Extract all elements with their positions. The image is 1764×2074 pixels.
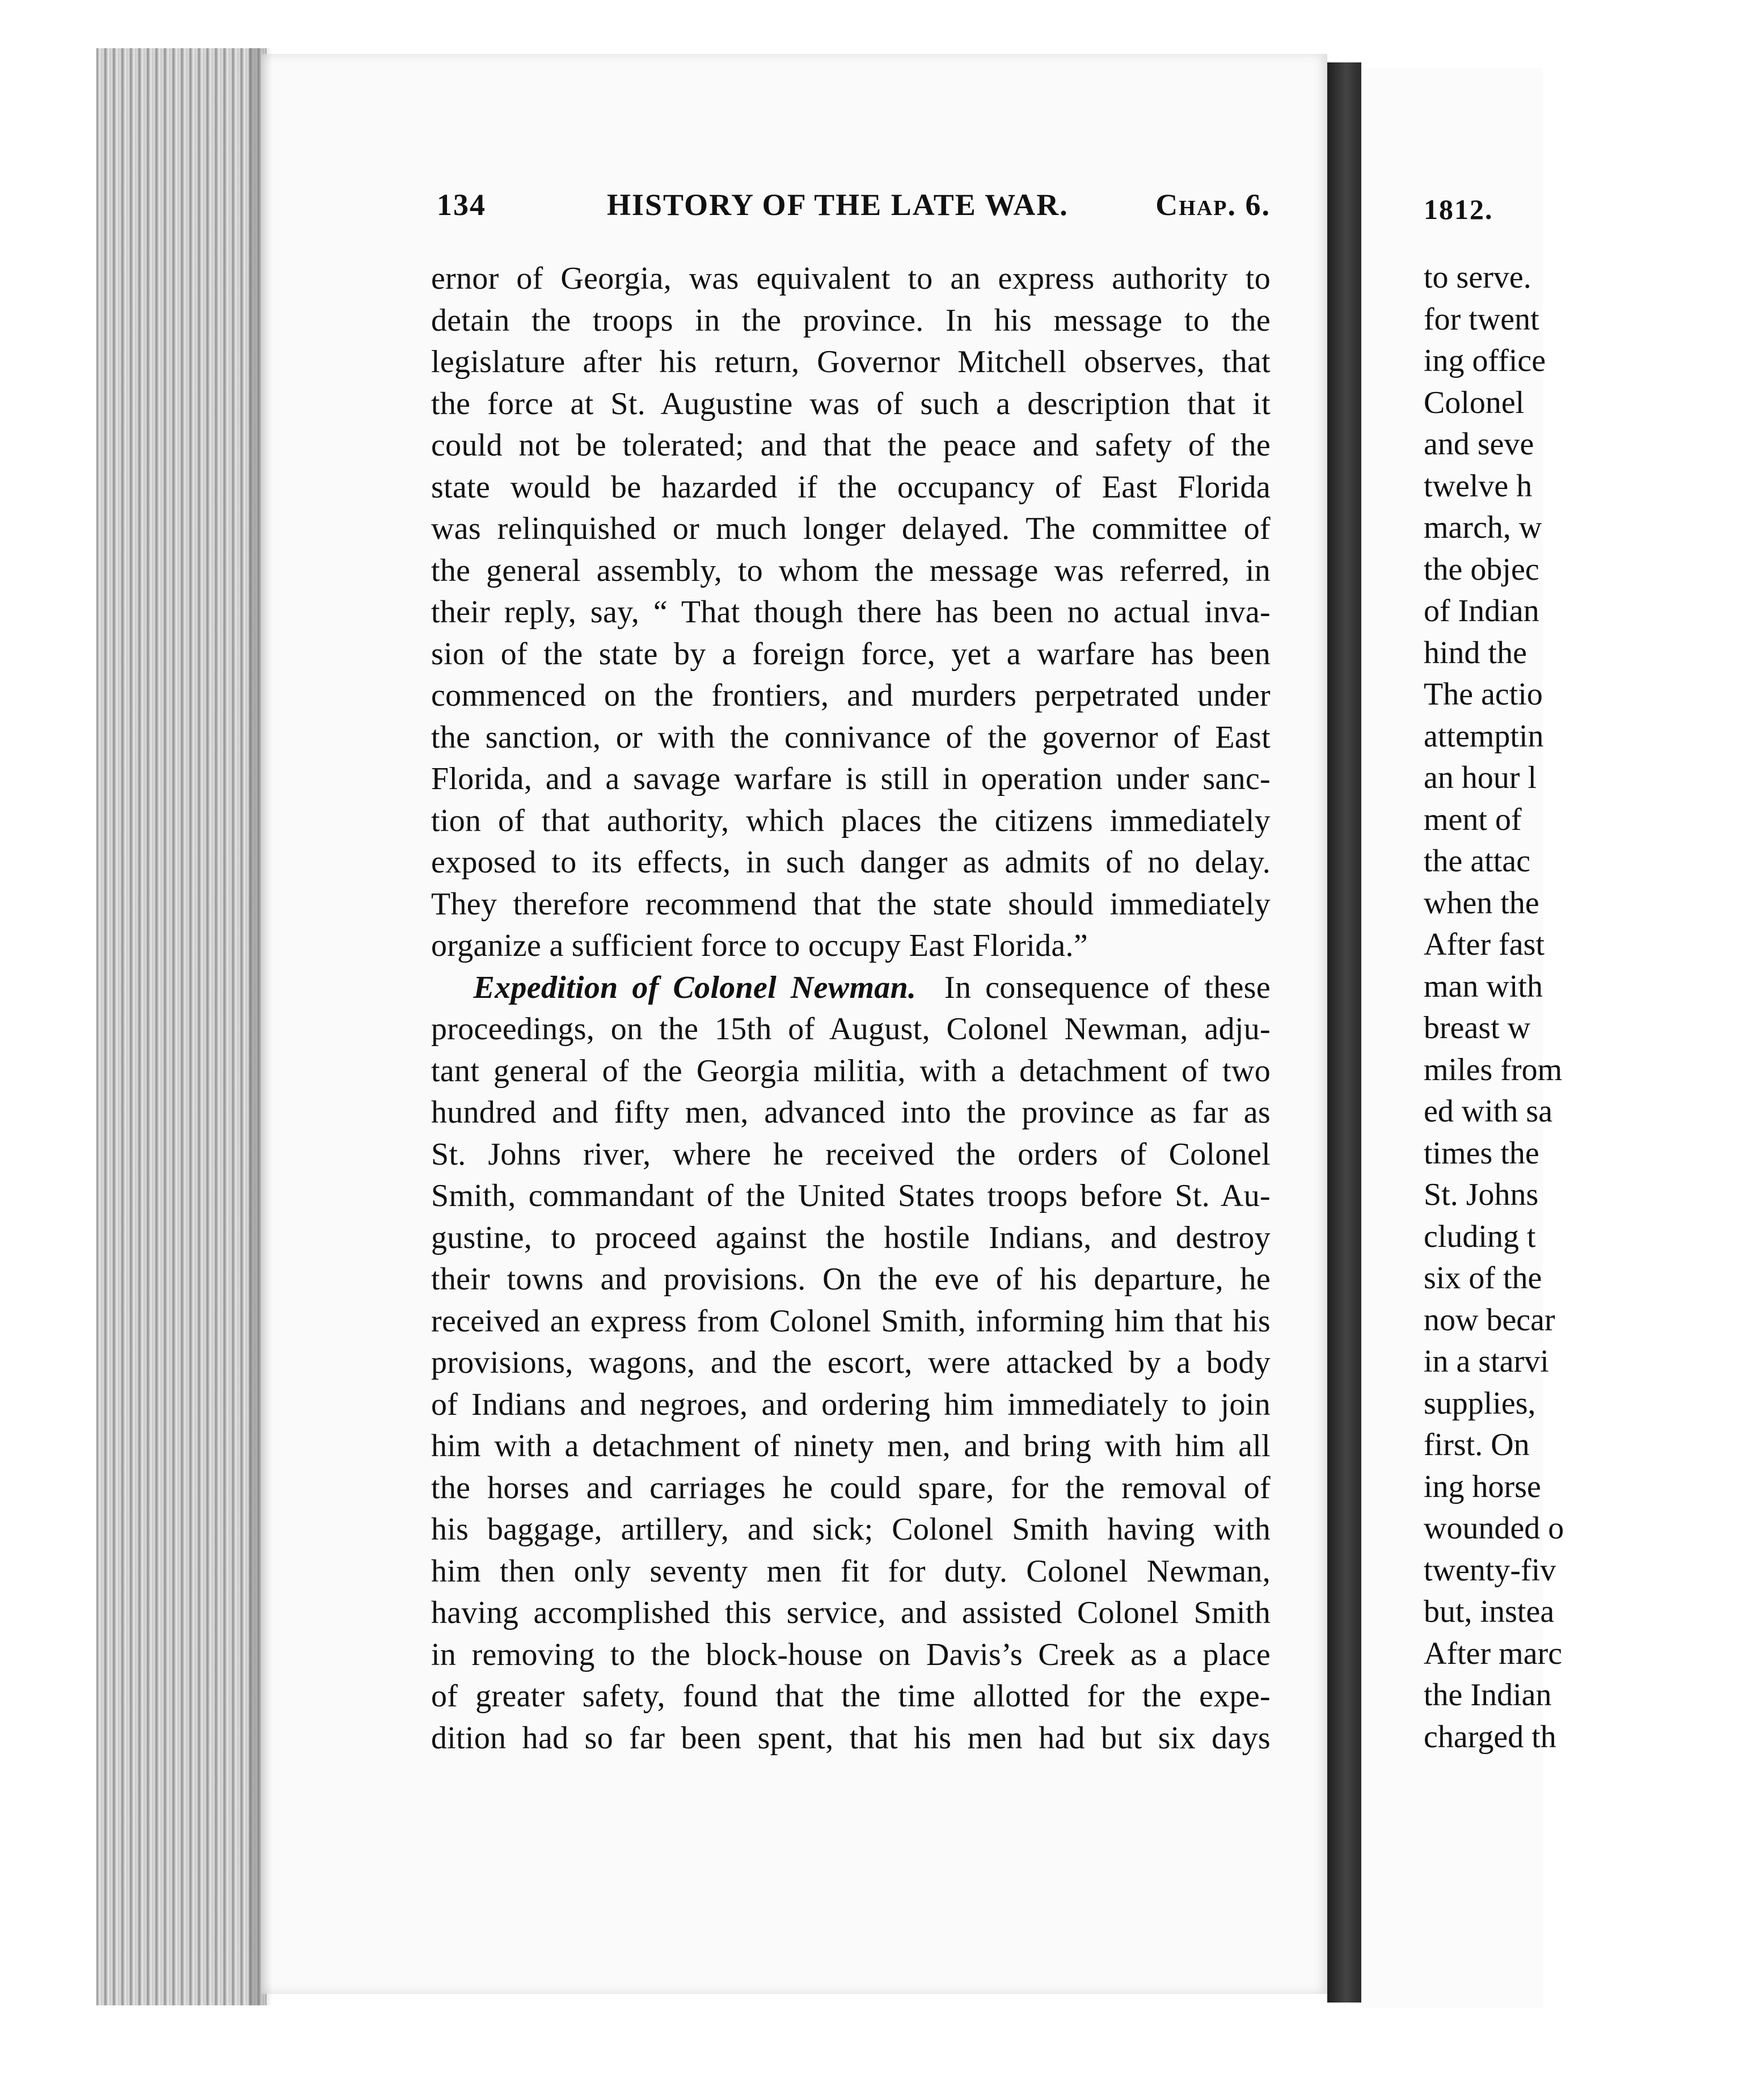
right-text-line: ed with sa — [1424, 1094, 1553, 1129]
text-line: of Indians and negroes, and ordering him immediately to join — [431, 1386, 1271, 1422]
right-text-line: After fast — [1424, 927, 1545, 962]
right-page — [1361, 68, 1564, 2008]
text-line: detain the troops in the province. In his message to the — [431, 302, 1271, 338]
text-line: organize a sufficient force to occupy East Florida.” — [431, 928, 1088, 963]
right-text-line: charged th — [1424, 1719, 1556, 1755]
right-text-line: breast w — [1424, 1010, 1531, 1046]
text-line: received an express from Colonel Smith, informing him that his — [431, 1303, 1271, 1339]
text-line: him then only seventy men fit for duty. Colonel Newman, — [431, 1553, 1271, 1589]
running-head — [437, 187, 1271, 233]
right-page-text — [1424, 257, 1764, 1758]
right-text-line: twelve h — [1424, 468, 1533, 504]
right-text-line: St. Johns — [1424, 1177, 1539, 1212]
right-text-line: but, instea — [1424, 1594, 1555, 1629]
chapter-label: Chap. 6. — [1155, 188, 1271, 222]
text-line: their towns and provisions. On the eve of his departure, he — [431, 1262, 1271, 1297]
text-line: exposed to its effects, in such danger as admits of no delay. — [431, 845, 1271, 880]
text-line: hundred and fifty men, advanced into the province as far as — [431, 1095, 1271, 1130]
text-line: tion of that authority, which places the citizens immediately — [431, 803, 1271, 838]
text-line: St. Johns river, where he received the orders of Colonel — [431, 1136, 1271, 1172]
right-text-line: hind the — [1424, 635, 1527, 671]
book-title: HISTORY OF THE LATE WAR. — [607, 188, 1069, 222]
right-text-line: cluding t — [1424, 1219, 1536, 1254]
text-line: They therefore recommend that the state should immediately — [431, 886, 1271, 922]
right-page-running-head: 1812. — [1424, 193, 1493, 225]
section-first-line-text: In consequence of these — [944, 969, 1271, 1005]
section-heading: Expedition of Colonel Newman. — [473, 969, 917, 1005]
right-text-line: of Indian — [1424, 593, 1539, 629]
right-text-line: and seve — [1424, 427, 1534, 462]
text-line: state would be hazarded if the occupancy of East Florida — [431, 469, 1271, 505]
text-line: in removing to the block-house on Davis’s Creek as a place — [431, 1637, 1271, 1672]
right-text-line: miles from — [1424, 1052, 1563, 1087]
right-text-line: six of the — [1424, 1261, 1542, 1296]
text-line: his baggage, artillery, and sick; Colonel Smith having with — [431, 1512, 1271, 1547]
right-text-line: ing horse — [1424, 1469, 1541, 1504]
right-text-line: now becar — [1424, 1302, 1555, 1338]
right-text-line: Colonel — [1424, 385, 1525, 420]
right-text-line: the attac — [1424, 844, 1531, 879]
body-text — [431, 258, 1271, 1759]
right-text-line: first. On — [1424, 1427, 1530, 1462]
text-line: the force at St. Augustine was of such a description that it — [431, 386, 1271, 421]
right-text-line: attemptin — [1424, 718, 1544, 754]
book-page-edges — [96, 48, 267, 2005]
text-line: tant general of the Georgia militia, with a detachment of two — [431, 1053, 1271, 1089]
right-text-line: twenty-fiv — [1424, 1552, 1556, 1588]
text-line: legislature after his return, Governor Mitchell observes, that — [431, 344, 1271, 380]
text-line: was relinquished or much longer delayed. The committee of — [431, 511, 1271, 546]
page-number: 134 — [437, 188, 486, 222]
text-line: could not be tolerated; and that the peace and safety of the — [431, 428, 1271, 463]
text-line: Florida, and a savage warfare is still in operation under sanc- — [431, 761, 1271, 796]
page-edge-shadow — [250, 48, 272, 2005]
right-text-line: an hour l — [1424, 760, 1537, 795]
text-line: Smith, commandant of the United States troops before St. Au- — [431, 1178, 1271, 1213]
section-first-line — [431, 967, 1271, 1009]
text-line: ernor of Georgia, was equivalent to an express authority to — [431, 261, 1271, 296]
right-text-line: to serve. — [1424, 260, 1531, 295]
right-text-line: wounded o — [1424, 1511, 1564, 1546]
text-line: sion of the state by a foreign force, yet a warfare has been — [431, 636, 1271, 672]
text-line: the sanction, or with the connivance of the governor of East — [431, 719, 1271, 755]
right-text-line: ment of — [1424, 802, 1522, 837]
text-line: their reply, say, “ That though there has been no actual inva- — [431, 595, 1271, 630]
right-text-line: The actio — [1424, 677, 1543, 712]
text-line: of greater safety, found that the time allotted for the expe- — [431, 1679, 1271, 1714]
text-line: dition had so far been spent, that his men had but six days — [431, 1720, 1271, 1756]
text-line: the general assembly, to whom the message was referred, in — [431, 553, 1271, 588]
right-text-line: ing office — [1424, 343, 1546, 378]
right-text-line: After marc — [1424, 1635, 1563, 1671]
right-text-line: man with — [1424, 968, 1543, 1004]
text-line: proceedings, on the 15th of August, Colonel Newman, adju- — [431, 1011, 1271, 1047]
text-line: gustine, to proceed against the hostile Indians, and destroy — [431, 1220, 1271, 1255]
text-line: commenced on the frontiers, and murders perpetrated under — [431, 678, 1271, 713]
text-line: having accomplished this service, and assisted Colonel Smith — [431, 1595, 1271, 1630]
book-gutter — [1327, 62, 1361, 2003]
text-line: the horses and carriages he could spare, for the removal of — [431, 1470, 1271, 1506]
right-text-line: for twent — [1424, 301, 1539, 337]
text-line: him with a detachment of ninety men, and bring with him all — [431, 1428, 1271, 1464]
text-line: provisions, wagons, and the escort, were attacked by a body — [431, 1345, 1271, 1380]
right-text-line: times the — [1424, 1135, 1539, 1171]
right-text-line: supplies, — [1424, 1385, 1536, 1421]
right-text-line: the Indian — [1424, 1677, 1552, 1713]
right-text-line: when the — [1424, 885, 1539, 921]
right-text-line: the objec — [1424, 551, 1539, 587]
right-text-line: in a starvi — [1424, 1344, 1549, 1379]
right-text-line: march, w — [1424, 510, 1542, 545]
